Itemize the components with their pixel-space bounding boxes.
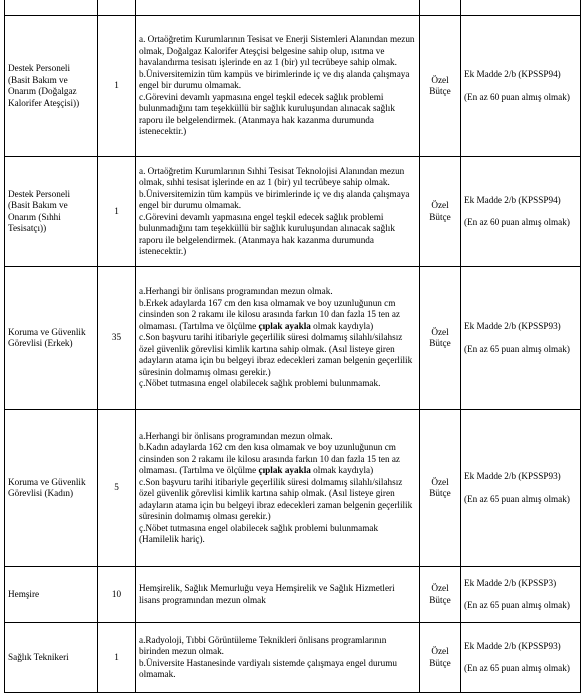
table-row — [5, 567, 581, 623]
budget-type: Özel Bütçe — [420, 410, 461, 567]
criteria-item: a.Herhangi bir önlisans programından mezun olmak. — [139, 430, 333, 441]
legal-basis: Ek Madde 2/b (KPSSP93) — [464, 321, 561, 331]
table-row — [5, 267, 581, 410]
position-title: Koruma ve Güvenlik Görevlisi (Erkek) — [5, 267, 98, 410]
criteria-text: olmak kaydıyla) — [310, 320, 374, 331]
budget-type: Özel Bütçe — [420, 157, 461, 267]
min-score: (En az 65 puan almış olmak) — [464, 343, 570, 354]
criteria-item: b.Üniversite Hastanesinde vardiyalı sistemde çalışmaya engel durumu olmamak. — [139, 657, 397, 679]
position-count: 1 — [98, 16, 136, 157]
criteria-text: olmak kaydıyla) — [310, 465, 374, 475]
criteria-cell — [136, 567, 420, 623]
criteria-emphasis: çıplak ayakla — [258, 465, 311, 475]
legal-basis: Ek Madde 2/b (KPSSP93) — [464, 640, 561, 651]
cell-empty — [461, 0, 581, 16]
basis-cell — [461, 16, 581, 157]
positions-table — [4, 0, 581, 693]
position-count: 10 — [98, 567, 136, 623]
criteria-text: b.Kadın adaylarda 162 cm den kısa olmamak ve boy uzunluğunun cm cinsinden son 2 rakamı ile kilosu arasında farkın 10 dan fazla 15 ten az olmaması. (Tartılma ve ölçülme — [139, 442, 400, 475]
position-count: 35 — [98, 267, 136, 410]
position-title: Koruma ve Güvenlik Görevlisi (Kadın) — [5, 410, 98, 567]
min-score: (En az 60 puan almış olmak) — [464, 91, 570, 102]
criteria-item: a.Radyoloji, Tıbbi Görüntüleme Teknikleri önlisans programlarının birinden mezun olmak. — [139, 634, 387, 656]
table-row-top-fragment — [5, 0, 581, 16]
position-count: 1 — [98, 623, 136, 693]
criteria-item: c.Son başvuru tarihi itibariyle geçerlilik süresi dolmamış silahlı/silahsız özel güvenlik görevlisi kimlik kartına sahip olmak. (Asıl listeye giren adayların atama için bu belgeyi ibraz edecekleri zaman belgenin geçerlilik süresinin dolmamış olması gerekir.) — [139, 476, 413, 521]
criteria-item — [139, 442, 416, 477]
criteria-text: b.Erkek adaylarda 167 cm den kısa olmamak ve boy uzunluğunun cm cinsinden son 2 rakamı ile kilosu arasında farkın 10 dan fazla 15 ten az olmaması. (Tartılma ve ölçülme — [139, 297, 400, 331]
criteria-cell — [136, 157, 420, 267]
budget-type: Özel Bütçe — [420, 267, 461, 410]
position-title: Destek Personeli (Basit Bakım ve Onarım (Sıhhi Tesisatçı)) — [5, 157, 98, 267]
cell-empty — [420, 0, 461, 16]
criteria-cell — [136, 16, 420, 157]
criteria-cell — [136, 623, 420, 693]
position-count: 1 — [98, 157, 136, 267]
basis-cell — [461, 567, 581, 623]
criteria-item: ç.Nöbet tutmasına engel olabilecek sağlık problemi bulunmamak (Hamilelik hariç). — [139, 522, 379, 544]
min-score: (En az 65 puan almış olmak) — [464, 493, 570, 504]
position-title: Hemşire — [5, 567, 98, 623]
min-score: (En az 65 puan almış olmak) — [464, 663, 570, 673]
criteria-cell — [136, 410, 420, 567]
position-title: Destek Personeli (Basit Bakım ve Onarım (Doğalgaz Kalorifer Ateşçisi)) — [5, 16, 98, 157]
criteria-item: ç.Nöbet tutmasına engel olabilecek sağlık problemi bulunmamak. — [139, 378, 381, 389]
table-row — [5, 623, 581, 693]
table-row — [5, 410, 581, 567]
legal-basis: Ek Madde 2/b (KPSSP94) — [464, 69, 561, 79]
legal-basis: Ek Madde 2/b (KPSSP3) — [464, 577, 557, 588]
criteria-item: c.Görevini devamlı yapmasına engel teşkil edecek sağlık problemi bulunmadığını tam teşekküllü bir sağlık kuruluşundan alınacak sağlık raporu ile belgelendirmek. (Atanmaya hak kazanma durumunda istenecektir.) — [139, 211, 395, 256]
budget-type: Özel Bütçe — [420, 16, 461, 157]
table-row — [5, 16, 581, 157]
position-title: Sağlık Teknikeri — [5, 623, 98, 693]
basis-cell — [461, 410, 581, 567]
criteria-item: b.Üniversitemizin tüm kampüs ve birimlerinde iç ve dış alanda çalışmaya engel bir durumu olmamak. — [139, 68, 410, 91]
min-score: (En az 60 puan almış olmak) — [464, 217, 570, 227]
budget-type: Özel Bütçe — [420, 567, 461, 623]
legal-basis: Ek Madde 2/b (KPSSP93) — [464, 471, 561, 481]
criteria-item: c.Görevini devamlı yapmasına engel teşkil edecek sağlık problemi bulunmadığını tam teşekküllü bir sağlık kuruluşundan alınacak sağlık raporu ile belgelendirmek. (Atanmaya hak kazanma durumunda istenecektir.) — [139, 91, 395, 137]
position-count: 5 — [98, 410, 136, 567]
criteria-item: a.Herhangi bir önlisans programından mezun olmak. — [139, 286, 333, 297]
criteria-item: a. Ortaöğretim Kurumlarının Tesisat ve Enerji Sistemleri Alanından mezun olmak, Doğalgaz Kalorifer Ateşçisi belgesine sahip olup, ısıtma ve havalandırma tesisatı işlerinde en az 1 (bir) yıl tecrübeye sahip olmak. — [139, 34, 415, 68]
criteria-item — [139, 298, 416, 333]
basis-cell — [461, 623, 581, 693]
criteria-cell — [136, 267, 420, 410]
cell-empty — [98, 0, 136, 16]
min-score: (En az 65 puan almış olmak) — [464, 600, 570, 610]
table-row — [5, 157, 581, 267]
basis-cell — [461, 157, 581, 267]
basis-cell — [461, 267, 581, 410]
budget-type: Özel Bütçe — [420, 623, 461, 693]
cell-empty — [136, 0, 420, 16]
legal-basis: Ek Madde 2/b (KPSSP94) — [464, 194, 561, 205]
criteria-item: c.Son başvuru tarihi itibariyle geçerlilik süresi dolmamış silahlı/silahsız özel güvenlik görevlisi kimlik kartına sahip olmak. (Asıl listeye giren adayların atama için bu belgeyi ibraz edecekleri zaman belgenin geçerlilik süresinin dolmamış olması gerekir.) — [139, 332, 413, 377]
cell-empty — [5, 0, 98, 16]
criteria-item: b.Üniversitemizin tüm kampüs ve birimlerinde iç ve dış alanda çalışmaya engel bir durumu olmamak. — [139, 188, 410, 210]
criteria-emphasis: çıplak ayakla — [258, 320, 311, 331]
criteria-item: Hemşirelik, Sağlık Memurluğu veya Hemşirelik ve Sağlık Hizmetleri lisans programından mezun olmak — [139, 583, 395, 605]
criteria-item: a. Ortaöğretim Kurumlarının Sıhhi Tesisat Teknolojisi Alanından mezun olmak, sıhhi tesisat işlerinde en az 1 (bir) yıl tecrübeye sahip olmak. — [139, 165, 405, 187]
